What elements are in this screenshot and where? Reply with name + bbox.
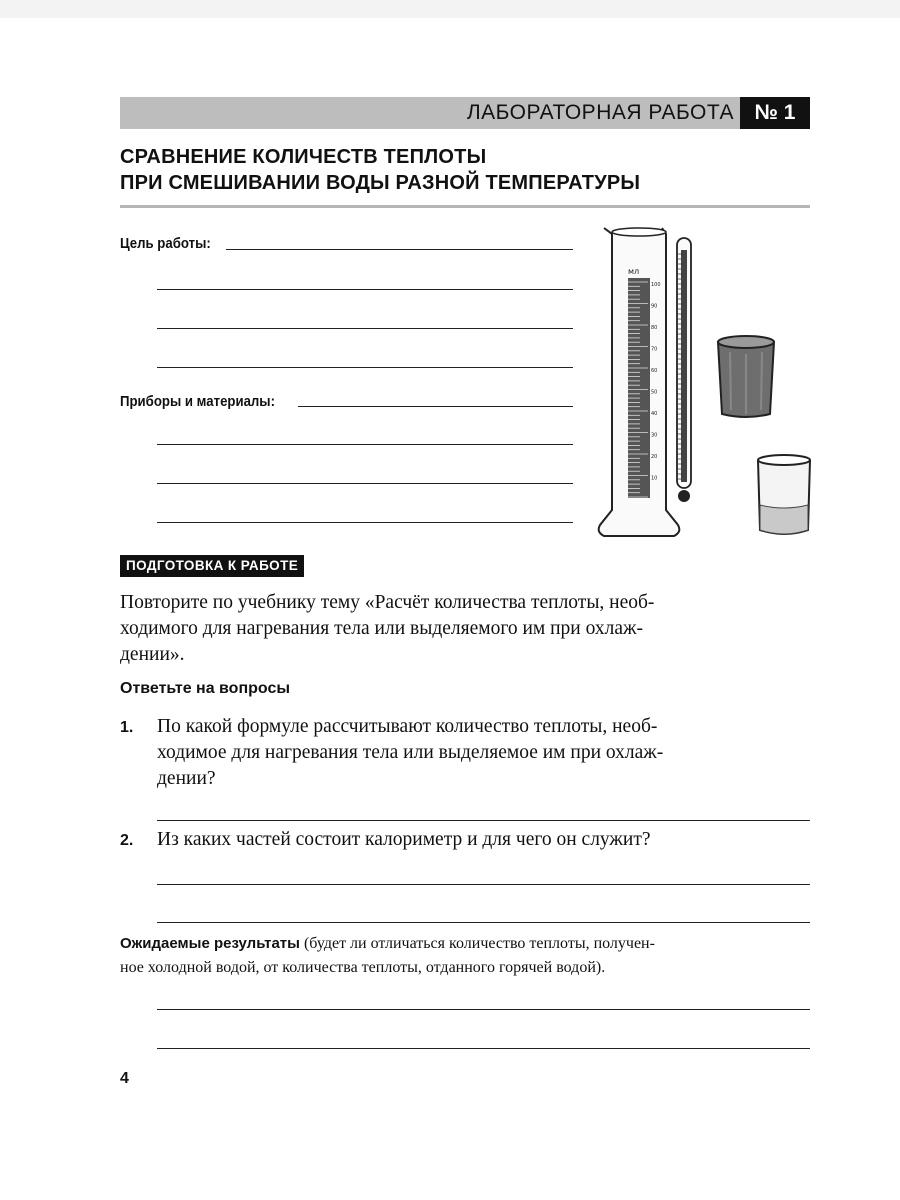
question-text <box>157 827 651 853</box>
question-text-line: дении? <box>157 768 216 789</box>
question-number: 1. <box>120 719 134 736</box>
cylinder-scale-label: 40 <box>651 411 658 417</box>
calorimeter-cup-icon <box>718 336 774 417</box>
question-answer-line[interactable] <box>157 922 810 923</box>
page-title-line-1: СРАВНЕНИЕ КОЛИЧЕСТВ ТЕПЛОТЫ <box>120 146 487 168</box>
goal-answer-line[interactable] <box>157 328 573 329</box>
goal-answer-line[interactable] <box>226 249 573 250</box>
page-number: 4 <box>120 1070 129 1087</box>
page-title <box>120 144 820 196</box>
cylinder-scale-label: 20 <box>651 454 658 460</box>
goal-answer-line[interactable] <box>157 289 573 290</box>
preparation-text-line: Повторите по учебнику тему «Расчёт количества теплоты, необ- <box>120 592 655 613</box>
beaker-icon <box>758 455 810 534</box>
cylinder-scale-label: 10 <box>651 475 658 482</box>
expected-answer-line[interactable] <box>157 1009 810 1010</box>
thermometer-icon <box>677 238 691 502</box>
materials-answer-line[interactable] <box>157 444 573 445</box>
lab-header-title: ЛАБОРАТОРНАЯ РАБОТА <box>466 101 734 124</box>
question-answer-line[interactable] <box>157 820 810 821</box>
title-divider <box>120 205 810 208</box>
materials-answer-line[interactable] <box>157 522 573 523</box>
question-text-line: ходимое для нагревания тела или выделяемое им при охлаж- <box>157 742 664 763</box>
preparation-text-line: дении». <box>120 644 185 665</box>
page-title-line-2: ПРИ СМЕШИВАНИИ ВОДЫ РАЗНОЙ ТЕМПЕРАТУРЫ <box>120 172 641 194</box>
question-text <box>157 714 663 792</box>
questions-heading: Ответьте на вопросы <box>120 680 291 697</box>
materials-answer-line[interactable] <box>298 406 573 407</box>
cylinder-scale-label: 70 <box>651 346 658 353</box>
expected-results-label: Ожидаемые результаты <box>120 935 300 952</box>
expected-results-text: (будет ли отличаться количество теплоты, получен- <box>299 935 655 952</box>
question-text-line: Из каких частей состоит калориметр и для чего он служит? <box>157 829 651 850</box>
preparation-text <box>120 590 654 668</box>
question-answer-line[interactable] <box>157 884 810 885</box>
lab-number-badge: № 1 <box>740 97 810 129</box>
lab-equipment-illustration <box>590 220 820 550</box>
preparation-badge: ПОДГОТОВКА К РАБОТЕ <box>120 555 304 577</box>
cylinder-scale-label: 80 <box>651 325 658 331</box>
cylinder-scale-label: 30 <box>651 432 658 439</box>
materials-answer-line[interactable] <box>157 483 573 484</box>
preparation-text-line: ходимого для нагревания тела или выделяемого им при охлаж- <box>120 618 643 639</box>
lab-header <box>120 97 810 129</box>
question-text-line: По какой формуле рассчитывают количество теплоты, необ- <box>157 716 658 737</box>
expected-answer-line[interactable] <box>157 1048 810 1049</box>
expected-results <box>120 932 810 980</box>
goal-label: Цель работы: <box>120 235 211 252</box>
cylinder-unit-label: мл <box>628 267 640 276</box>
goal-answer-line[interactable] <box>157 367 573 368</box>
top-strip <box>0 0 900 18</box>
cylinder-scale-label: 50 <box>651 389 658 396</box>
cylinder-scale-label: 60 <box>651 368 658 374</box>
cylinder-scale-label: 90 <box>651 303 658 310</box>
question-number: 2. <box>120 832 134 849</box>
graduated-cylinder-icon <box>599 228 680 536</box>
materials-label: Приборы и материалы: <box>120 393 275 410</box>
expected-results-text: ное холодной водой, от количества теплоты, отданного горячей водой). <box>120 959 606 976</box>
cylinder-scale-label: 100 <box>651 282 661 288</box>
